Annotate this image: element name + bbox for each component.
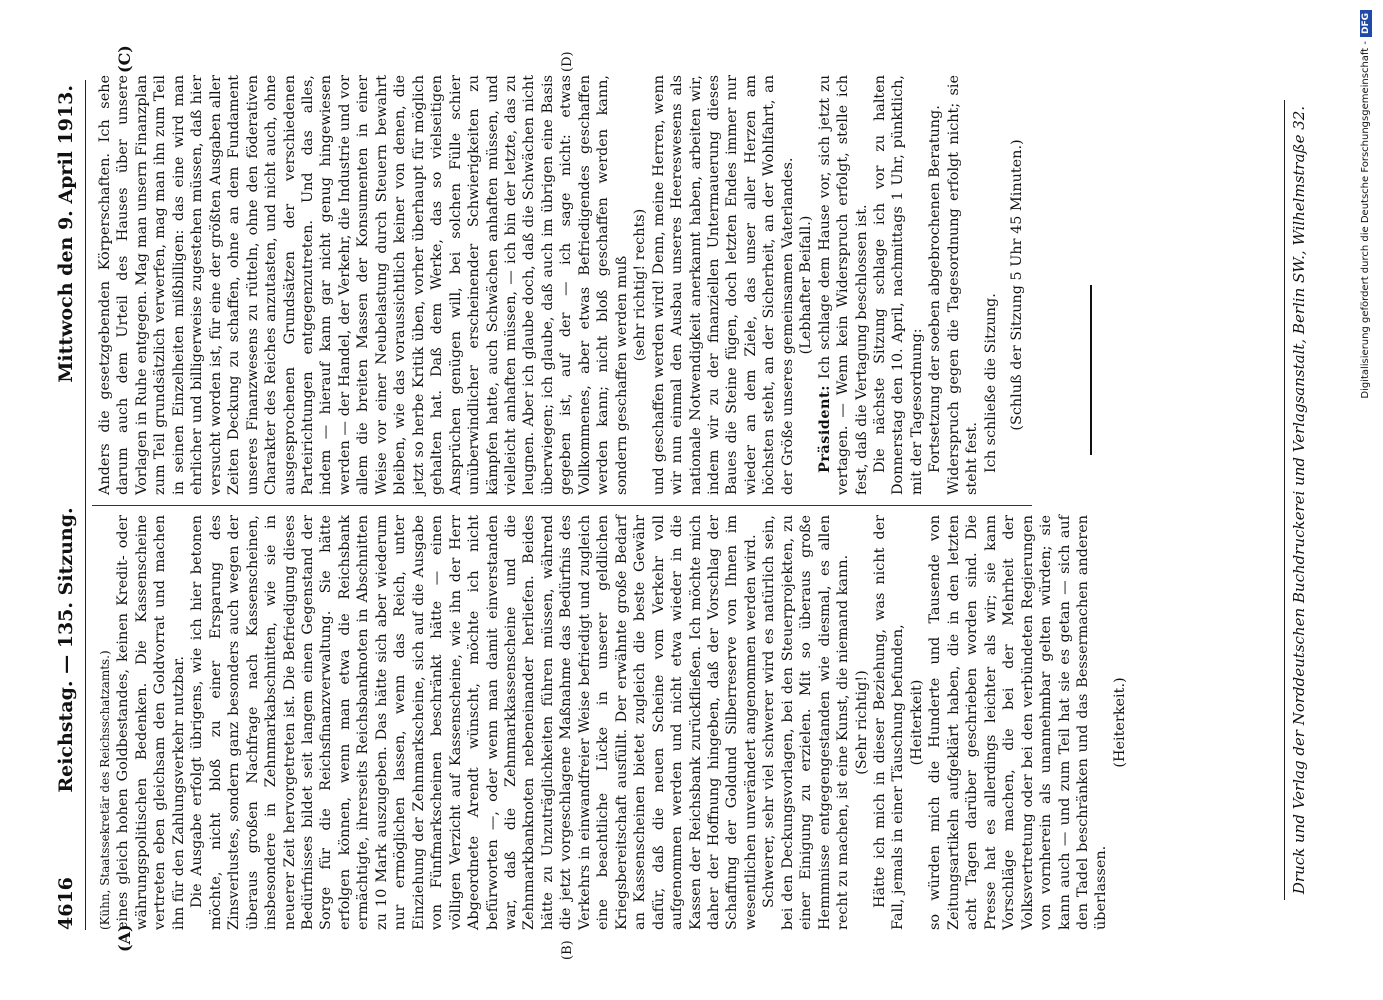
paragraph: Widerspruch gegen die Tagesordnung erfolgt nicht; sie steht fest. [945,75,981,495]
paragraph: Die Ausgabe erfolgt übrigens, wie ich hier betonen möchte, nicht bloß zu einer Ersparung des Zinsverlustes, sondern ganz besonders auch wegen der überaus großen Nachfrage nach Kassenscheinen, insbesondere in Zehnmarkabschnitten, wie sie in neuerer Zeit hervorgetreten ist. Die Befriedigung dieses Bedürfnisses bildet seit langem einen Gegenstand der Sorge für die Reichsfinanzverwaltung. Sie hätte erfolgen können, wenn man etwa die Reichsbank ermächtigte, ihrerseits Reichsbanknoten in Abschnitten zu 10 Mark auszugeben. Das hätte sich aber wiederum nur ermöglichen lassen, wenn das Reich, unter Einziehung der Zehnmarkscheine, sich auf die Ausgabe von Fünfmarkscheinen beschränkt hätte — einen völligen Verzicht auf Kassenscheine, wie ihn der Herr Abgeordnete Arendt wünscht, möchte ich nicht befürworten —, oder wenn man damit einverstanden war, daß die Zehnmarkkassenscheine und die Zehnmarkbanknoten nebeneinander herliefen. Beides hätte zu Unzuträglichkeiten führen müssen, während die jetzt vorgeschlagene Maßnahme das Bedürfnis des Verkehrs in einwandfreier Weise befriedigt und zugleich eine beachtliche Lücke in unserer geldlichen Kriegsbereitschaft ausfüllt. Der erwähnte große Bedarf an Kassenscheinen bietet zugleich die beste Gewähr dafür, daß die neuen Scheine vom Verkehr voll aufgenommen werden und nicht etwa wieder in die Kassen der Reichsbank zurückfließen. Ich möchte mich daher der Hoffnung hingeben, daß der Vorschlag der Schaffung der Goldund Silberreserve von Ihnen im wesentlichen unverändert angenommen werden wird. [189,515,759,930]
president-label: Präsident: [815,385,833,473]
printer-footer: Druck und Verlag der Norddeutschen Buchdruckerei und Verlagsanstalt, Berlin SW., Wilhelmstraße 32. [1290,105,1308,895]
interjection: (Heiterkeit.) [1111,677,1128,768]
digitization-text: Digitalisierung gefördert durch die Deutsche Forschungsgemeinschaft - [1360,41,1371,399]
paragraph: Die nächste Sitzung schlage ich vor zu halten Donnerstag den 10. April, nachmittags 1 Uhr, pünktlich, mit der Tagesordnung: [872,75,925,495]
interjection: (Lebhafter Beifall.) [798,215,815,355]
column-divider [92,505,1032,506]
end-rule [1090,285,1092,455]
paragraph: und geschaffen werden wird! Denn, meine Herren, wenn wir nun einmal den Ausbau unseres Heereswesens als nationale Notwendigkeit anerkannt haben, arbeiten wir, indem wir zu der finanziellen Untermauerung dieses Baues die Steine fügen, doch letzten Endes immer nur wieder an dem Ziele, das unser aller Herzen am höchsten steht, an der Sicherheit, an der Wohlfahrt, an der Größe unseres gemeinsamen Vaterlandes. [650,75,796,495]
interjection: (sehr richtig! rechts) [632,208,649,362]
speaker-note: (Kühn, Staatssekretär des Reichsschatzamts.) [98,650,112,930]
margin-mark-d: (D) [560,51,575,72]
closing-note: (Schluß der Sitzung 5 Uhr 45 Minuten.) [1009,139,1026,431]
president-paragraph [816,75,871,495]
footer-rule [1284,100,1285,900]
margin-mark-a: (A) [115,924,134,952]
right-column [96,75,1027,495]
session-date: Mittwoch den 9. April 1913. [55,85,77,383]
digitization-credit [1360,10,1372,990]
interjection: (Sehr richtig!) [853,670,870,775]
paragraph: so würden mich die Hunderte und Tausende von Zeitungsartikeln aufgeklärt haben, die in den letzten acht Tagen darüber geschrieben worden sind. Die Presse hat es allerdings leichter als wir; sie kann Vorschläge machen, die bei der Mehrheit der Volksvertretung oder bei den verbündeten Regierungen von vornherein als unannehmbar gelten würden; sie kann auch — und zum Teil hat sie es getan — sich auf den Tadel beschränken und das Bessermachen anderen überlassen. [927,515,1110,930]
margin-mark-b: (B) [560,940,575,960]
paragraph-text: Ich schlage dem Hause vor, sich jetzt zu vertagen. — Wenn kein Widerspruch erfolgt, stelle ich fest, daß die Vertagung beschlossen ist. [816,75,870,495]
paragraph: Schwerer, sehr viel schwerer wird es natürlich sein, bei den Deckungsvorlagen, bei den Steuerprojekten, zu einer Einigung zu erzielen. Mit so überaus große Hemmnisse entgegengestanden wie diesmal, es allen recht zu machen, ist eine Kunst, die niemand kann. [761,515,852,930]
paragraph: Anders die gesetzgebenden Körperschaften. Ich sehe darum auch dem Urteil des Hauses über unsere Vorlagen in Ruhe entgegen. Mag man unsern Finanzplan zum Teil grundsätzlich verwerfen, mag man ihn zum Teil in seinen Einzelheiten mißbilligen: das eine wird man ehrlicher und billigerweise zugestehen müssen, daß hier versucht worden ist, für eine der größten Ausgaben aller Zeiten Deckung zu schaffen, ohne an dem Fundament unseres Finanzwesens zu rütteln, ohne den föderativen Charakter des Reiches anzutasten, und nicht auch, ohne ausgesprochenen Grundsätzen der verschiedenen Parteirichtungen entgegenzutreten. Und das alles, indem — hierauf kann gar nicht genug hingewiesen werden — der Handel, der Verkehr, die Industrie und vor allem die breiten Massen der Konsumenten in einer Weise vor einer Neubelastung durch Steuern bewahrt bleiben, wie das voraussichtlich keiner von denen, die jetzt so herbe Kritik üben, vorher überhaupt für möglich gehalten hat. Daß dem Werke, das so vielseitigen Ansprüchen genügen will, bei solchen Fülle schier unüberwindlicher erscheinender Schwierigkeiten zu kämpfen hatte, auch Schwächen anhaften müssen, und vielleicht anhaften müssen, — ich bin der letzte, das zu leugnen. Aber ich glaube doch, daß die Schwächen nicht überwiegen; ich glaube, daß auch im übrigen eine Basis gegeben ist, auf der — ich sage nicht: etwas Vollkommenes, aber etwas Befriedigendes geschaffen werden kann; nicht bloß geschaffen werden kann, sondern geschaffen werden muß [97,75,630,495]
paragraph: Fortsetzung der soeben abgebrochenen Beratung. [927,105,944,473]
paragraph: Ich schließe die Sitzung. [982,293,999,473]
left-column [96,515,1129,930]
interjection: (Heiterkeit) [908,679,925,766]
header-rule [85,80,86,930]
session-title: Reichstag. — 135. Sitzung. [55,507,77,793]
paragraph: Hätte ich mich in dieser Beziehung, was nicht der Fall, jemals in einer Täuschung befunden, [872,515,907,930]
margin-mark-c: (C) [115,45,134,73]
dfg-logo: DFG [1360,10,1372,37]
paragraph: eines gleich hohen Goldbestandes, keinen Kredit- oder währungspolitischen Bedenken. Die Kassenscheine vertreten eben gleichsam den Goldvorrat und machen ihn für den Zahlungsverkehr nutzbar. [115,515,187,930]
page-number: 4616 [55,877,77,930]
